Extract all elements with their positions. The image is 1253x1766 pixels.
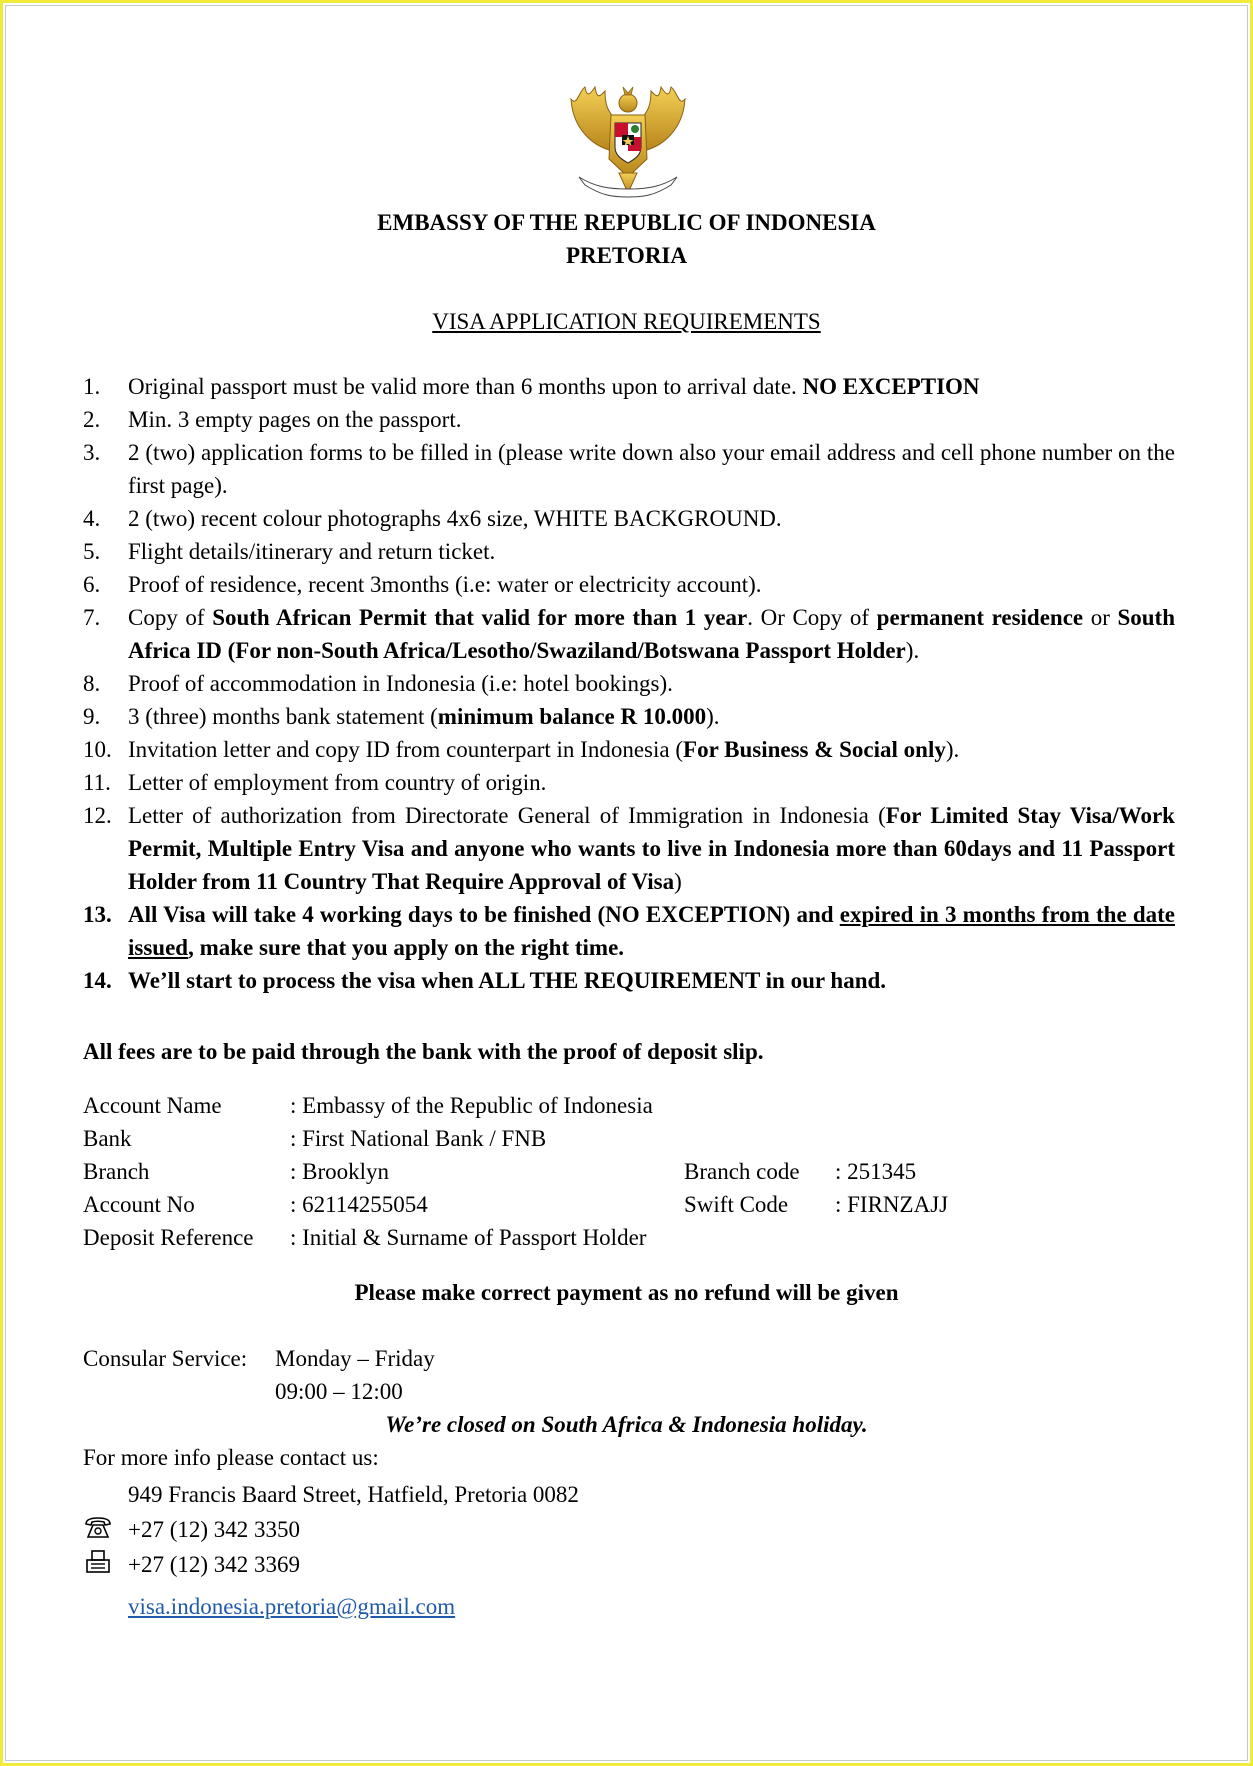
requirement-number: 13. <box>83 902 112 927</box>
requirement-number: 2. <box>83 407 101 432</box>
swift-code-label: Swift Code <box>684 1192 789 1217</box>
requirement-text: Letter of employment from country of origin. <box>128 770 547 795</box>
bank-row-bank <box>83 1122 1083 1155</box>
requirement-text: or <box>1083 605 1118 630</box>
email-link[interactable]: visa.indonesia.pretoria@gmail.com <box>128 1594 456 1619</box>
swift-code-value: : FIRNZAJJ <box>835 1192 949 1217</box>
requirement-item <box>83 898 1175 964</box>
requirement-text: Proof of residence, recent 3months (i.e: water or electricity account). <box>128 572 762 597</box>
requirement-item <box>83 403 1175 436</box>
requirement-text: South Africa ID (For non-South Africa/Lesotho/Swaziland/Botswana Passport Holder <box>128 605 1176 663</box>
requirement-number: 3. <box>83 440 101 465</box>
bank-row-reference <box>83 1221 1083 1254</box>
contact-address: 949 Francis Baard Street, Hatfield, Pretoria 0082 <box>128 1482 579 1507</box>
account-no-label: Account No <box>83 1192 195 1217</box>
requirement-text: Proof of accommodation in Indonesia (i.e: hotel bookings). <box>128 671 673 696</box>
requirement-number: 11. <box>83 770 111 795</box>
holiday-note: We’re closed on South Africa & Indonesia holiday. <box>385 1412 868 1437</box>
requirement-text: 2 (two) recent colour photographs 4x6 size, WHITE BACKGROUND. <box>128 506 782 531</box>
requirement-number: 6. <box>83 572 101 597</box>
requirement-item <box>83 733 1175 766</box>
requirement-number: 12. <box>83 803 112 828</box>
branch-value: : Brooklyn <box>290 1159 390 1184</box>
fax-icon <box>83 1549 113 1575</box>
requirement-text: permanent residence <box>876 605 1084 630</box>
requirement-text: ). <box>945 737 960 762</box>
page-title: VISA APPLICATION REQUIREMENTS <box>432 309 821 334</box>
requirement-text: 2 (two) application forms to be filled in (please write down also your email address and cell phone number on the first page). <box>128 440 1175 498</box>
account-name-value: : Embassy of the Republic of Indonesia <box>290 1093 653 1118</box>
consular-label: Consular Service: <box>83 1346 248 1371</box>
consular-hours: 09:00 – 12:00 <box>275 1379 403 1404</box>
requirement-item <box>83 700 1175 733</box>
contact-phone: +27 (12) 342 3350 <box>128 1517 301 1542</box>
requirement-item <box>83 601 1175 667</box>
bank-label: Bank <box>83 1126 132 1151</box>
requirement-item <box>83 799 1175 898</box>
requirement-text: We’ll start to process the visa when ALL THE REQUIREMENT in our hand. <box>128 968 887 993</box>
bank-row-account-no <box>83 1188 1083 1221</box>
requirement-item <box>83 370 1175 403</box>
requirement-text: Flight details/itinerary and return ticket. <box>128 539 496 564</box>
requirement-text: South African Permit that valid for more than 1 year <box>212 605 748 630</box>
embassy-title <box>3 206 1250 272</box>
bank-row-account-name <box>83 1089 1083 1122</box>
requirement-number: 5. <box>83 539 101 564</box>
deposit-reference-value: : Initial & Surname of Passport Holder <box>290 1225 647 1250</box>
requirement-text: , make sure that you apply on the right time. <box>188 935 625 960</box>
requirement-text: expired in 3 months from the date issued <box>128 902 1175 960</box>
requirements-list <box>83 370 1175 997</box>
requirement-text: Copy of <box>128 605 213 630</box>
fees-note: All fees are to be paid through the bank with the proof of deposit slip. <box>83 1039 764 1064</box>
requirement-text: ). <box>706 704 720 729</box>
requirement-item <box>83 766 1175 799</box>
requirement-text: For Business & Social only <box>683 737 946 762</box>
requirement-item <box>83 502 1175 535</box>
requirement-text: minimum balance R 10.000 <box>437 704 707 729</box>
requirement-item <box>83 964 1175 997</box>
requirement-number: 14. <box>83 968 112 993</box>
telephone-icon <box>83 1515 113 1541</box>
bank-details <box>83 1089 1083 1254</box>
garuda-emblem-icon <box>565 81 691 205</box>
contact-intro: For more info please contact us: <box>83 1445 379 1470</box>
requirement-item <box>83 436 1175 502</box>
deposit-reference-label: Deposit Reference <box>83 1225 254 1250</box>
requirement-text: Invitation letter and copy ID from counterpart in Indonesia ( <box>128 737 684 762</box>
requirement-text: Min. 3 empty pages on the passport. <box>128 407 462 432</box>
requirement-number: 8. <box>83 671 101 696</box>
contact-fax: +27 (12) 342 3369 <box>128 1552 301 1577</box>
bank-value: : First National Bank / FNB <box>290 1126 547 1151</box>
requirement-number: 4. <box>83 506 101 531</box>
requirement-item <box>83 568 1175 601</box>
branch-code-value: : 251345 <box>835 1159 917 1184</box>
requirement-number: 1. <box>83 374 101 399</box>
requirement-item <box>83 667 1175 700</box>
embassy-city: PRETORIA <box>566 243 687 268</box>
requirement-text: Letter of authorization from Directorate General of Immigration in Indonesia ( <box>128 803 886 828</box>
requirement-item <box>83 535 1175 568</box>
requirement-text: 3 (three) months bank statement ( <box>128 704 438 729</box>
account-no-value: : 62114255054 <box>290 1192 428 1217</box>
consular-days: Monday – Friday <box>275 1346 435 1371</box>
requirement-text: For Limited Stay Visa/Work Permit, Multiple Entry Visa and anyone who wants to live in Indonesia more than 60days and 11 Passport Holder from 11 Country That Require Approval of Visa <box>128 803 1175 894</box>
requirement-number: 7. <box>83 605 101 630</box>
requirement-text: ) <box>674 869 682 894</box>
requirement-text: Original passport must be valid more than 6 months upon to arrival date. <box>128 374 803 399</box>
requirement-number: 9. <box>83 704 101 729</box>
bank-row-branch <box>83 1155 1083 1188</box>
requirement-text: ). <box>905 638 920 663</box>
requirement-text: All Visa will take 4 working days to be finished (NO EXCEPTION) and <box>128 902 840 927</box>
payment-note: Please make correct payment as no refund will be given <box>354 1280 899 1305</box>
requirement-text: NO EXCEPTION <box>802 374 980 399</box>
requirement-text: . Or Copy of <box>747 605 877 630</box>
embassy-name: EMBASSY OF THE REPUBLIC OF INDONESIA <box>377 210 876 235</box>
branch-label: Branch <box>83 1159 150 1184</box>
requirement-number: 10. <box>83 737 112 762</box>
account-name-label: Account Name <box>83 1093 222 1118</box>
branch-code-label: Branch code <box>684 1159 800 1184</box>
